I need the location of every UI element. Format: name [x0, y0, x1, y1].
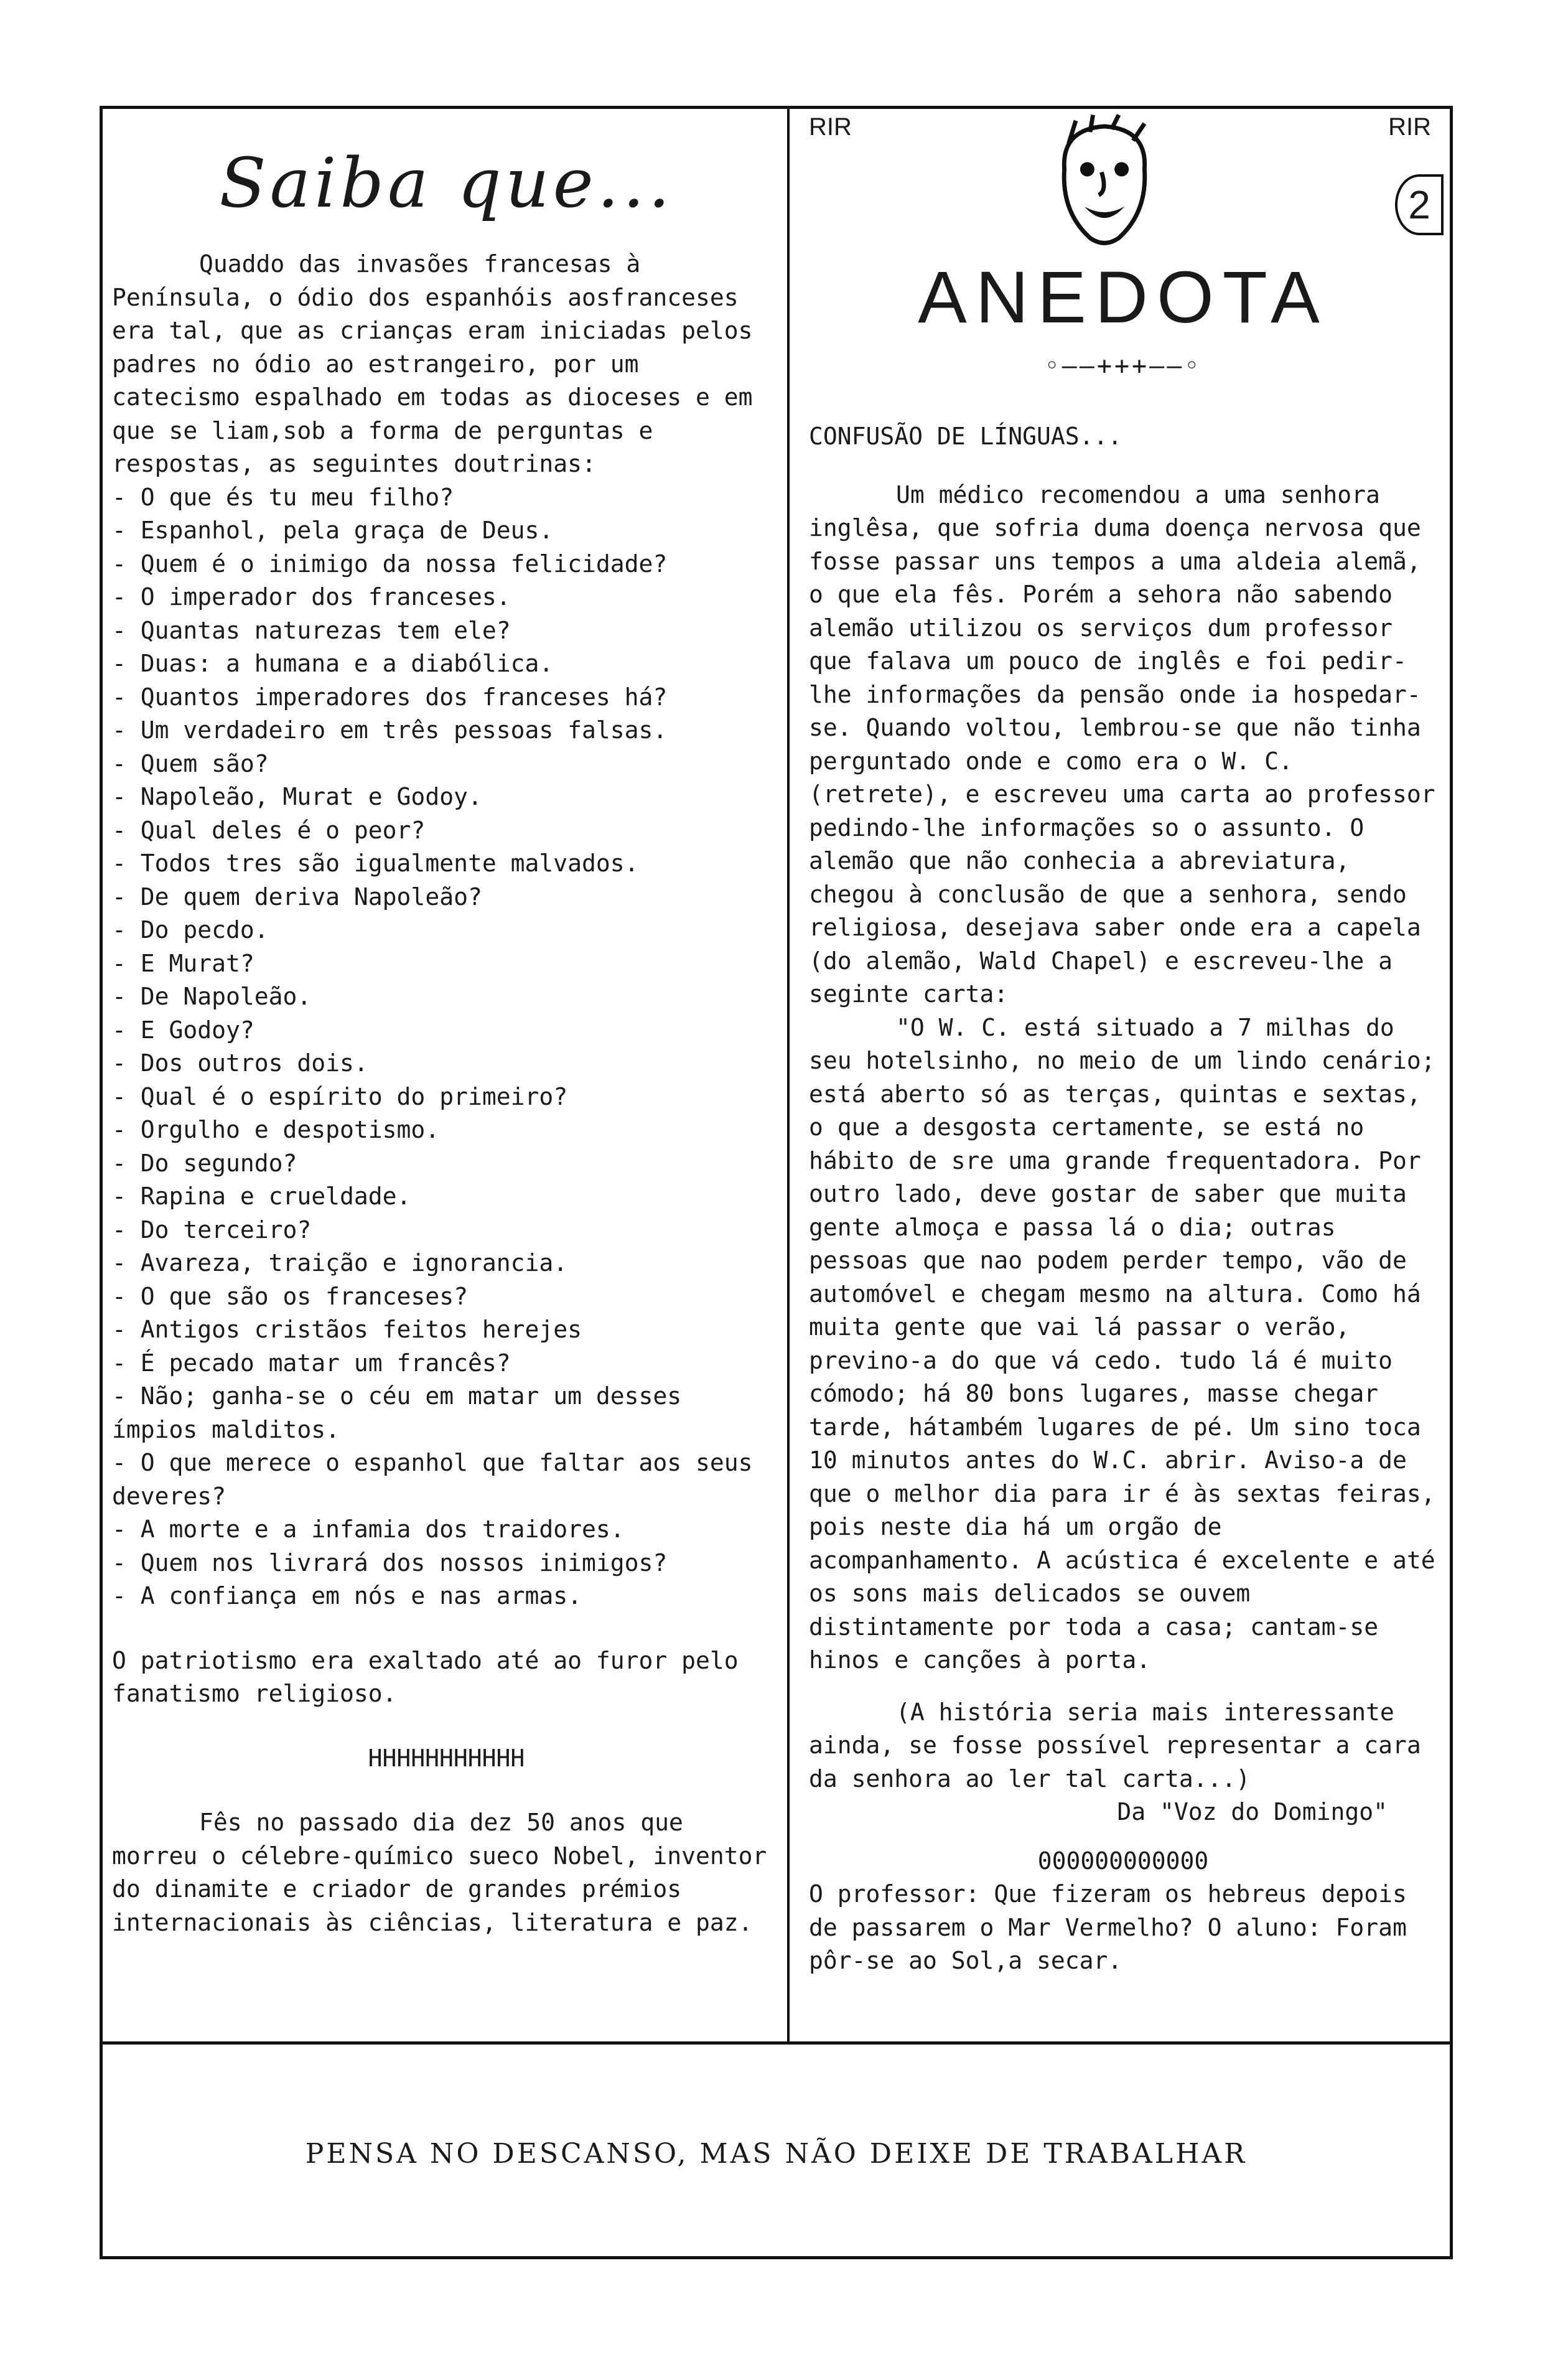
left-column — [112, 106, 781, 1939]
anedota-title: ANEDOTA — [918, 256, 1328, 339]
catechism-line: - Quantas naturezas tem ele? — [112, 616, 511, 644]
catechism-line: - O imperador dos franceses. — [112, 583, 511, 611]
catechism-line: - Orgulho e despotismo. — [112, 1116, 440, 1143]
page-number: 2 — [1395, 174, 1444, 235]
catechism-line: - O que merece o espanhol que faltar aos seus deveres? — [112, 1449, 753, 1510]
catechism-line: - Quem nos livrará dos nossos inimigos? — [112, 1548, 668, 1577]
catechism-line: - Qual deles é o peor? — [112, 816, 426, 844]
catechism-line: - Do segundo? — [112, 1149, 297, 1177]
right-column — [803, 106, 1444, 2041]
story-paragraph: Um médico recomendou a uma senhora inglêsa, que sofria duma doença nervosa que fosse passar uns tempos a uma aldeia alemã, o que ela fês. Porém a sehora não sabendo alemão utilizou os serviços dum professor que falava um pouco de inglês e foi pedir-lhe informações da pensão onde ia hospedar-se. Quando voltou, lembrou-se que não tinha perguntado onde e como era o W. C. (retrete), e escreveu uma carta ao professor pedindo-lhe informações so o assunto. O alemão que não conhecia a abreviatura, chegou à conclusão de que a senhora, sendo religiosa, desejava saber onde era a capela (do alemão, Wald Chapel) e escreveu-lhe a seginte carta: — [809, 480, 1435, 1008]
source-credit: Da "Voz do Domingo" — [1117, 1798, 1388, 1825]
catechism-line: - Do terceiro? — [112, 1216, 312, 1244]
right-separator: 000000000000 — [1037, 1847, 1209, 1875]
intro-paragraph: Quaddo das invasões francesas à Península, o ódio dos espanhóis aosfranceses era tal, que as crianças eram iniciadas pelos padres no ódio ao estrangeiro, por um catecismo espalhado em todas as dioceses e em que se liam,sob a forma de perguntas e respostas, as seguintes doutrinas: — [112, 250, 753, 477]
catechism-line: - De quem deriva Napoleão? — [112, 883, 482, 911]
conclusion-paragraph: O patriotismo era exaltado até ao furor pelo fanatismo religioso. — [112, 1646, 739, 1707]
catechism-line: - A morte e a infamia dos traidores. — [112, 1516, 625, 1543]
catechism-line: - Qual é o espírito do primeiro? — [112, 1082, 568, 1110]
nobel-paragraph: Fês no passado dia dez 50 anos que morreu o célebre-químico sueco Nobel, inventor do dinamite e criador de grandes prémios internacionais às ciências, literatura e paz. — [112, 1809, 767, 1936]
rir-label-right: RIR — [1388, 113, 1431, 141]
catechism-line: - E Godoy? — [112, 1016, 254, 1044]
catechism-line: - Quem são? — [112, 749, 269, 777]
catechism-line: - E Murat? — [112, 949, 254, 977]
catechism-line: - Quantos imperadores dos franceses há? — [112, 683, 668, 711]
catechism-line: - Um verdadeiro em três pessoas falsas. — [112, 716, 668, 744]
catechism-list — [112, 481, 781, 1613]
catechism-line: - Rapina e crueldade. — [112, 1183, 411, 1210]
title-ornament: ◦——+++——◦ — [1044, 352, 1202, 380]
catechism-line: - Do pecdo. — [112, 916, 269, 944]
laughing-face-icon — [1033, 112, 1176, 255]
column-divider — [787, 106, 790, 2041]
catechism-line: - É pecado matar um francês? — [112, 1349, 511, 1377]
catechism-line: - De Napoleão. — [112, 983, 312, 1010]
catechism-line: - Não; ganha-se o céu em matar um desses ímpios malditos. — [112, 1382, 682, 1443]
left-separator: HHHHHHHHHHH — [368, 1744, 525, 1772]
catechism-line: - Antigos cristãos feitos herejes — [112, 1316, 582, 1343]
catechism-line: - O que és tu meu filho? — [112, 483, 454, 511]
footer-motto: PENSA NO DESCANSO, MAS NÃO DEIXE DE TRABALHAR — [305, 2137, 1248, 2170]
anedota-body — [809, 420, 1437, 1978]
aside-paragraph: (A história seria mais interessante ainda, se fosse possível representar a cara da senhora ao ler tal carta...) — [809, 1698, 1421, 1792]
catechism-line: - Quem é o inimigo da nossa felicidade? — [112, 550, 668, 578]
catechism-line: - Espanhol, pela graça de Deus. — [112, 517, 554, 544]
catechism-line: - Napoleão, Murat e Godoy. — [112, 783, 482, 810]
left-title: Saiba que... — [219, 143, 674, 223]
rir-label-left: RIR — [809, 113, 852, 141]
catechism-line: - Duas: a humana e a diabólica. — [112, 650, 554, 677]
section-heading: CONFUSÃO DE LÍNGUAS... — [809, 423, 1122, 450]
catechism-line: - Avareza, traição e ignorancia. — [112, 1249, 568, 1277]
catechism-line: - A confiança em nós e nas armas. — [112, 1582, 582, 1609]
catechism-line: - Todos tres são igualmente malvados. — [112, 850, 639, 877]
letter-paragraph: "O W. C. está situado a 7 milhas do seu hotelsinho, no meio de um lindo cenário; está aberto só as terças, quintas e sextas, o que a desgosta certamente, se está no hábito de sre uma grande frequentadora. Por outro lado, deve gostar de saber que muita gente almoça e passa lá o dia; outras pessoas que nao podem perder tempo, vão de automóvel e chegam mesmo na altura. Como há muita gente que vai lá passar o verão, previno-a do que vá cedo. tudo lá é muito cómodo; há 80 bons lugares, masse chegar tarde, hátambém lugares de pé. Um sino toca 10 minutos antes do W.C. abrir. Aviso-a de que o melhor dia para ir é às sextas feiras, pois neste dia há um orgão de acompanhamento. A acústica é excelente e até os sons mais delicados se ouvem distintamente por toda a casa; cantam-se hinos e canções à porta. — [809, 1013, 1435, 1674]
catechism-line: - Dos outros dois. — [112, 1049, 368, 1077]
joke-paragraph: O professor: Que fizeram os hebreus depois de passarem o Mar Vermelho? O aluno: Foram pôr-se ao Sol,a secar. — [809, 1880, 1407, 1974]
catechism-line: - O que são os franceses? — [112, 1282, 468, 1310]
